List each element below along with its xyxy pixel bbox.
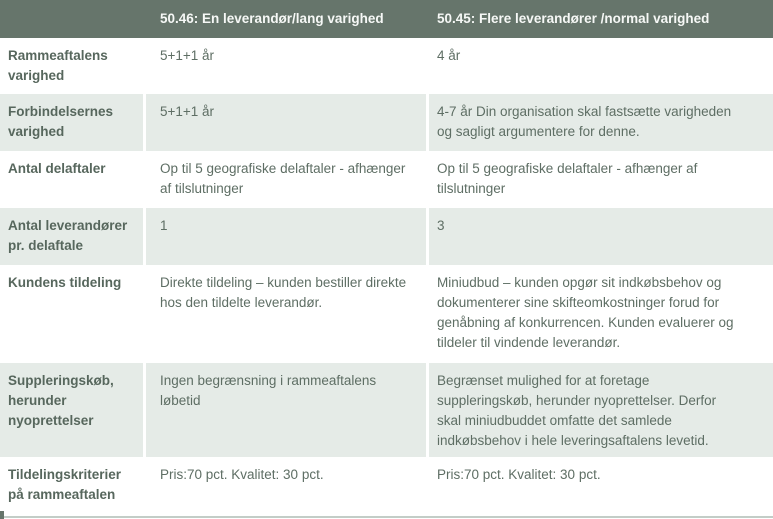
row-value-50-45: 3: [429, 208, 773, 265]
row-value-50-45: Begrænset mulighed for at foretage suppleringskøb, herunder nyoprettelser. Derfor skal miniudbuddet omfatte det samlede indkøbsbehov i hele leveringsaftalens levetid.: [429, 363, 773, 457]
row-label: Suppleringskøb, herunder nyoprettelser: [0, 363, 143, 457]
page-footer: [0, 511, 773, 519]
row-value-50-46: Op til 5 geografiske delaftaler - afhænger af tilslutninger: [146, 151, 426, 208]
table-row: [0, 265, 773, 363]
header-cell-50-45: 50.45: Flere leverandører /normal varighed: [437, 11, 710, 26]
table-row: [0, 151, 773, 208]
table-row: [0, 38, 773, 94]
row-label: Kundens tildeling: [0, 265, 143, 363]
row-value-50-46: 5+1+1 år: [146, 38, 426, 94]
row-value-50-45: Pris:70 pct. Kvalitet: 30 pct.: [429, 457, 773, 511]
row-label: Rammeaftalens varighed: [0, 38, 143, 94]
row-value-50-46: Ingen begrænsning i rammeaftalens løbetid: [146, 363, 426, 457]
row-value-50-45: Miniudbud – kunden opgør sit indkøbsbehov og dokumenterer sine skifteomkostninger forud for genåbning af konkurrencen. Kunden evaluerer og tildeler til vindende leverandør.: [429, 265, 773, 363]
table-body: [0, 38, 773, 511]
row-label: Antal delaftaler: [0, 151, 143, 208]
row-value-50-45: 4 år: [429, 38, 773, 94]
bottom-divider-line: [0, 516, 773, 518]
table-row: [0, 208, 773, 265]
table-header-row: [0, 0, 773, 38]
bottom-left-corner-mark: [0, 511, 4, 519]
row-value-50-46: 1: [146, 208, 426, 265]
table-row: [0, 94, 773, 151]
row-label: Forbindelsernes varighed: [0, 94, 143, 151]
header-cell-50-46: 50.46: En leverandør/lang varighed: [160, 11, 384, 26]
row-value-50-46: Pris:70 pct. Kvalitet: 30 pct.: [146, 457, 426, 511]
row-value-50-46: Direkte tildeling – kunden bestiller direkte hos den tildelte leverandør.: [146, 265, 426, 363]
row-label: Antal leverandører pr. delaftale: [0, 208, 143, 265]
row-value-50-45: 4-7 år Din organisation skal fastsætte varigheden og sagligt argumentere for denne.: [429, 94, 773, 151]
row-value-50-46: 5+1+1 år: [146, 94, 426, 151]
table-row: [0, 457, 773, 511]
row-label: Tildelingskriterier på rammeaftalen: [0, 457, 143, 511]
table-row: [0, 363, 773, 457]
row-value-50-45: Op til 5 geografiske delaftaler - afhænger af tilslutninger: [429, 151, 773, 208]
